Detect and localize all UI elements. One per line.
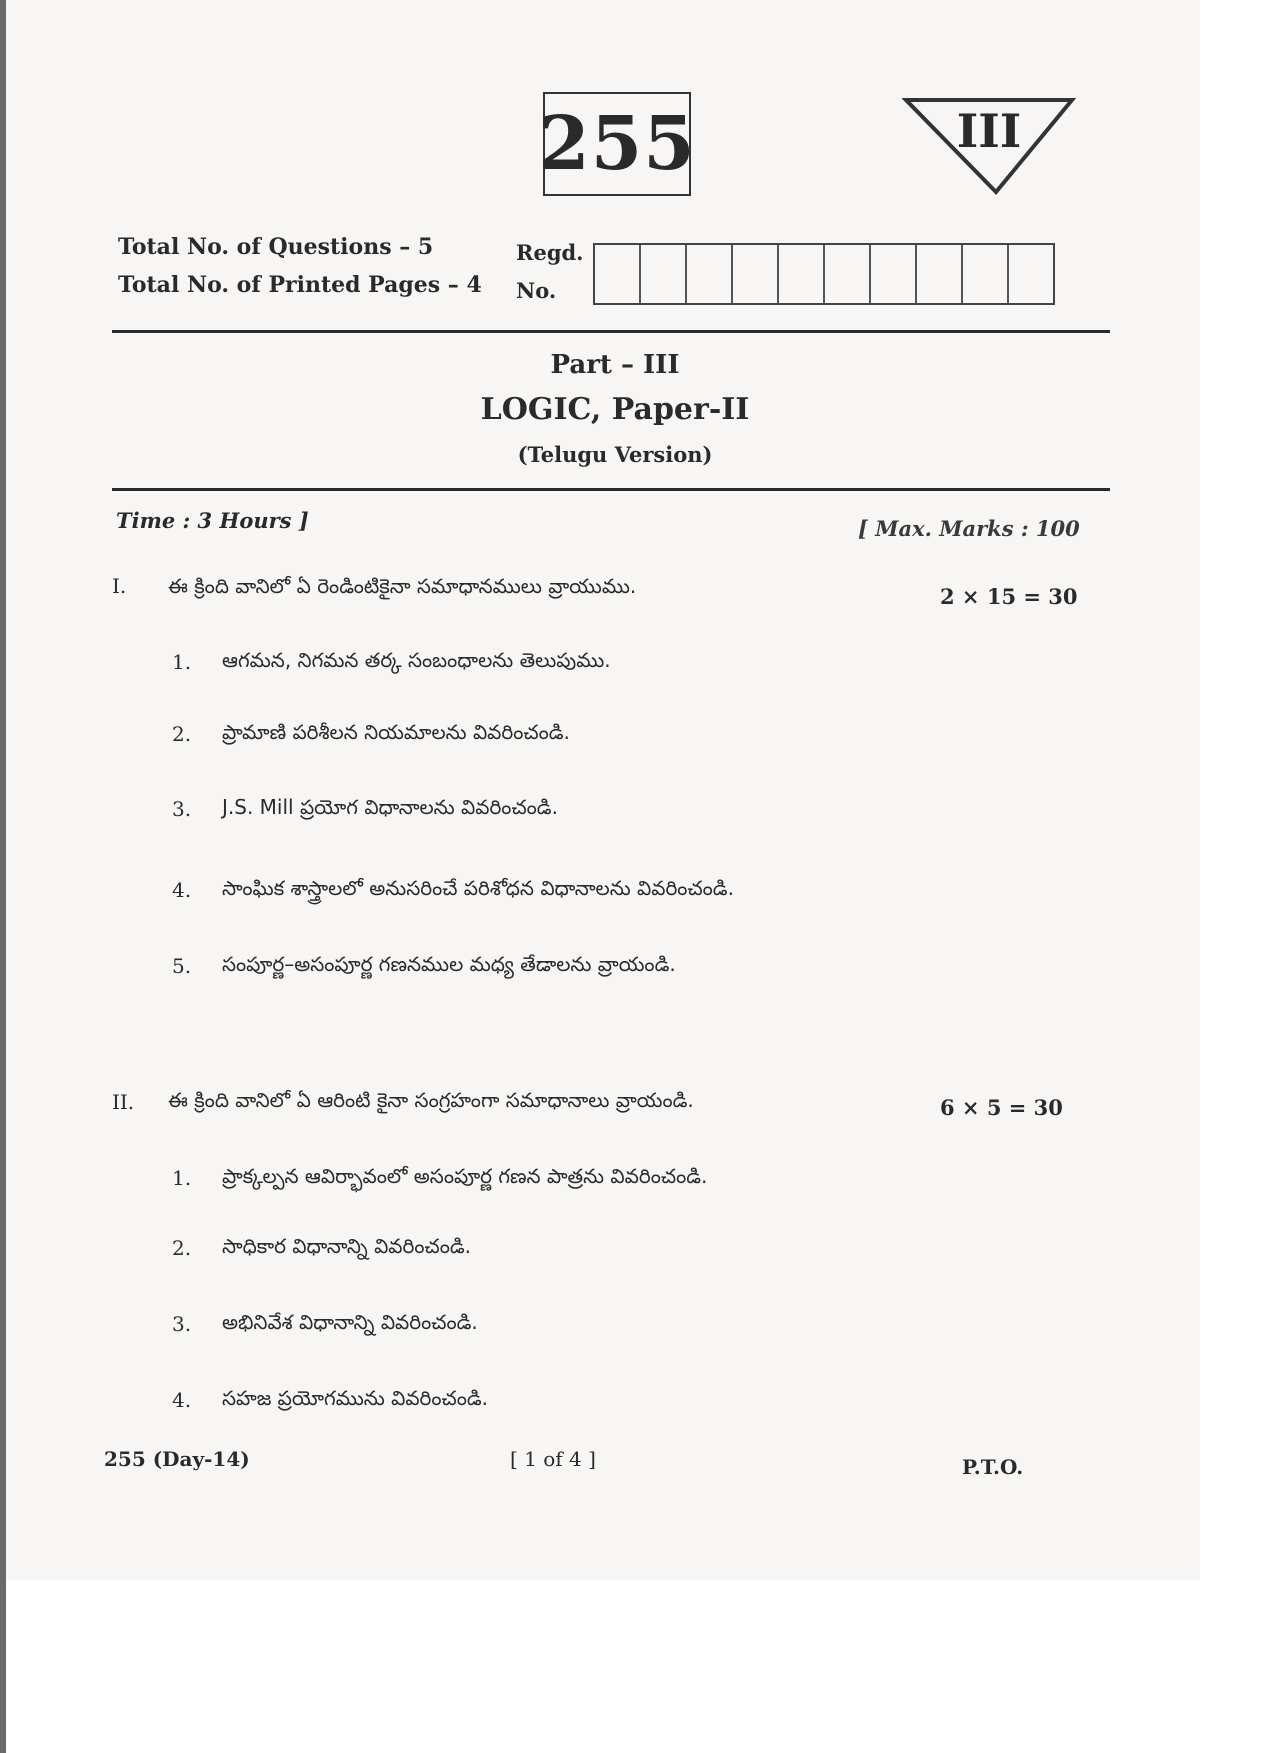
page-indicator: [ 1 of 4 ] <box>510 1447 596 1471</box>
question-text: ఆగమన, నిగమన తర్క సంబంధాలను తెలుపుము. <box>222 648 611 672</box>
question-number: 5. <box>172 954 192 978</box>
section-instruction: ఈ క్రింది వానిలో ఏ ఆరింటి కైనా సంగ్రహంగా సమాధానాలు వ్రాయండి. <box>168 1088 694 1112</box>
question-number: 2. <box>172 1236 192 1260</box>
regd-digit-box[interactable] <box>733 245 779 303</box>
total-pages: Total No. of Printed Pages – 4 <box>118 272 482 298</box>
question-number: 3. <box>172 797 192 821</box>
part-title: Part – III <box>550 350 680 380</box>
regd-digit-box[interactable] <box>871 245 917 303</box>
question-text: J.S. Mill ప్రయోగ విధానాలను వివరించండి. <box>222 795 558 819</box>
regd-digit-box[interactable] <box>595 245 641 303</box>
section-marks: 6 × 5 = 30 <box>940 1095 1063 1120</box>
regd-number-boxes[interactable] <box>593 243 1055 305</box>
section-marks: 2 × 15 = 30 <box>940 584 1078 609</box>
question-text: ప్రాక్కల్పన ఆవిర్భావంలో అసంపూర్ణ గణన పాత్రను వివరించండి. <box>222 1164 708 1188</box>
section-instruction: ఈ క్రింది వానిలో ఏ రెండింటికైనా సమాధానములు వ్రాయుము. <box>168 574 637 598</box>
footer-code: 255 (Day-14) <box>104 1447 250 1471</box>
paper-code: 255 <box>538 101 696 187</box>
regd-digit-box[interactable] <box>825 245 871 303</box>
section-numeral: I. <box>112 574 127 598</box>
question-text: సహజ ప్రయోగమును వివరించండి. <box>222 1386 489 1410</box>
regd-digit-box[interactable] <box>917 245 963 303</box>
question-text: సాధికార విధానాన్ని వివరించండి. <box>222 1234 472 1258</box>
question-number: 3. <box>172 1312 192 1336</box>
no-label: No. <box>516 278 557 303</box>
regd-digit-box[interactable] <box>1009 245 1053 303</box>
regd-digit-box[interactable] <box>779 245 825 303</box>
regd-digit-box[interactable] <box>687 245 733 303</box>
question-number: 4. <box>172 878 192 902</box>
question-number: 4. <box>172 1388 192 1412</box>
exam-time: Time : 3 Hours ] <box>116 508 309 533</box>
section-numeral: II. <box>112 1090 135 1114</box>
regd-digit-box[interactable] <box>963 245 1009 303</box>
question-text: సంపూర్ణ–అసంపూర్ణ గణనముల మధ్య తేడాలను వ్రాయండి. <box>222 952 676 976</box>
part-badge: III <box>956 104 1022 158</box>
max-marks: [ Max. Marks : 100 <box>858 516 1080 541</box>
divider-top <box>112 330 1110 333</box>
question-text: ప్రామాణి పరిశీలన నియమాలను వివరించండి. <box>222 720 570 744</box>
question-text: అభినివేశ విధానాన్ని వివరించండి. <box>222 1310 478 1334</box>
regd-digit-box[interactable] <box>641 245 687 303</box>
version-label: (Telugu Version) <box>517 442 713 467</box>
paper-code-box <box>538 92 696 196</box>
divider-bottom <box>112 488 1110 491</box>
question-text: సాంఘిక శాస్త్రాలలో అనుసరించే పరిశోధన విధానాలను వివరించండి. <box>222 876 734 900</box>
scan-edge <box>0 0 6 1753</box>
subject-title: LOGIC, Paper-II <box>480 392 750 427</box>
question-number: 2. <box>172 722 192 746</box>
question-number: 1. <box>172 650 192 674</box>
regd-label: Regd. <box>516 240 584 265</box>
pto-label: P.T.O. <box>962 1455 1024 1479</box>
question-number: 1. <box>172 1166 192 1190</box>
total-questions: Total No. of Questions – 5 <box>118 234 434 260</box>
